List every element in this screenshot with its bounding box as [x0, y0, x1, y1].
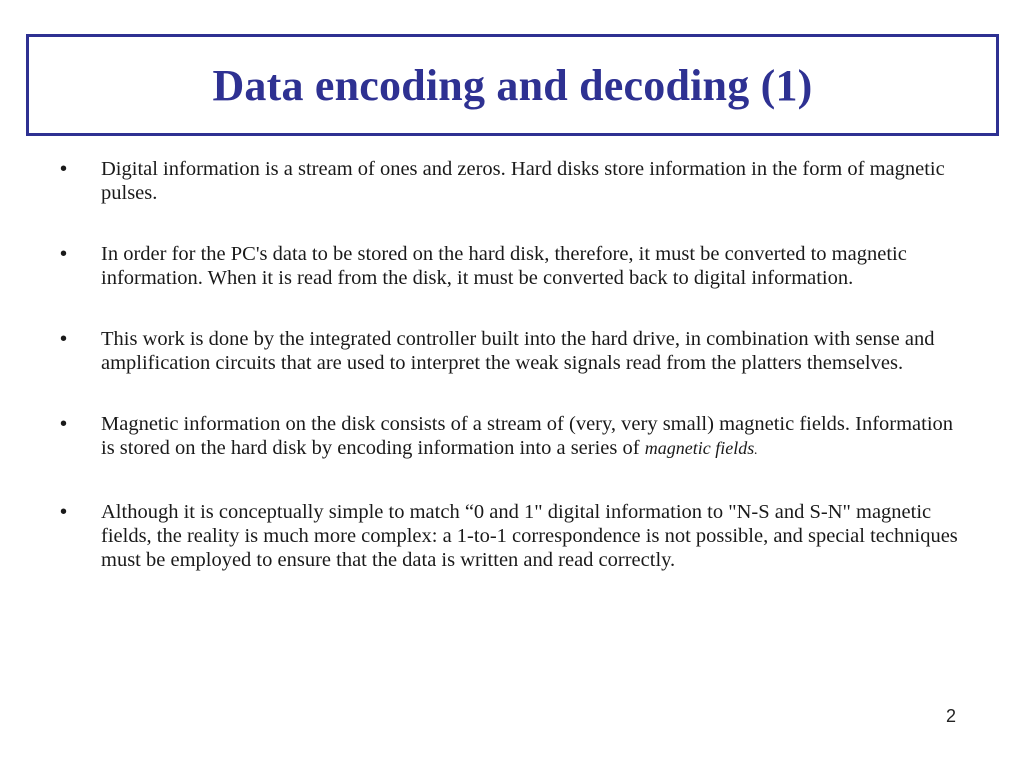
bullet-suffix: .: [754, 443, 758, 458]
bullet-icon: •: [60, 243, 68, 265]
bullet-list: [60, 157, 970, 609]
bullet-icon: •: [60, 501, 68, 523]
bullet-item: [60, 157, 970, 205]
slide-title: Data encoding and decoding (1): [212, 60, 813, 110]
bullet-text: This work is done by the integrated controller built into the hard drive, in combination with sense and amplification circuits that are used to interpret the weak signals read from the platters themselves.: [101, 328, 935, 374]
bullet-icon: •: [60, 158, 68, 180]
title-box: [26, 34, 999, 136]
bullet-item: [60, 412, 970, 463]
bullet-text: Although it is conceptually simple to match “0 and 1" digital information to "N-S and S-N" magnetic fields, the reality is much more complex: a 1-to-1 correspondence is not possible, and special techniques must be employed to ensure that the data is written and read correctly.: [101, 501, 958, 571]
bullet-text: Digital information is a stream of ones and zeros. Hard disks store information in the form of magnetic pulses.: [101, 158, 945, 204]
bullet-text: Magnetic information on the disk consists of a stream of (very, very small) magnetic fields. Information is stored on the hard disk by encoding information into a series of: [101, 413, 954, 459]
bullet-emphasis: magnetic fields: [644, 438, 755, 458]
bullet-item: [60, 500, 970, 572]
bullet-icon: •: [60, 413, 68, 435]
bullet-item: [60, 327, 970, 375]
bullet-text: In order for the PC's data to be stored on the hard disk, therefore, it must be converted to magnetic information. When it is read from the disk, it must be converted back to digital information.: [101, 243, 907, 289]
bullet-item: [60, 242, 970, 290]
page-number: 2: [946, 706, 957, 726]
bullet-icon: •: [60, 328, 68, 350]
